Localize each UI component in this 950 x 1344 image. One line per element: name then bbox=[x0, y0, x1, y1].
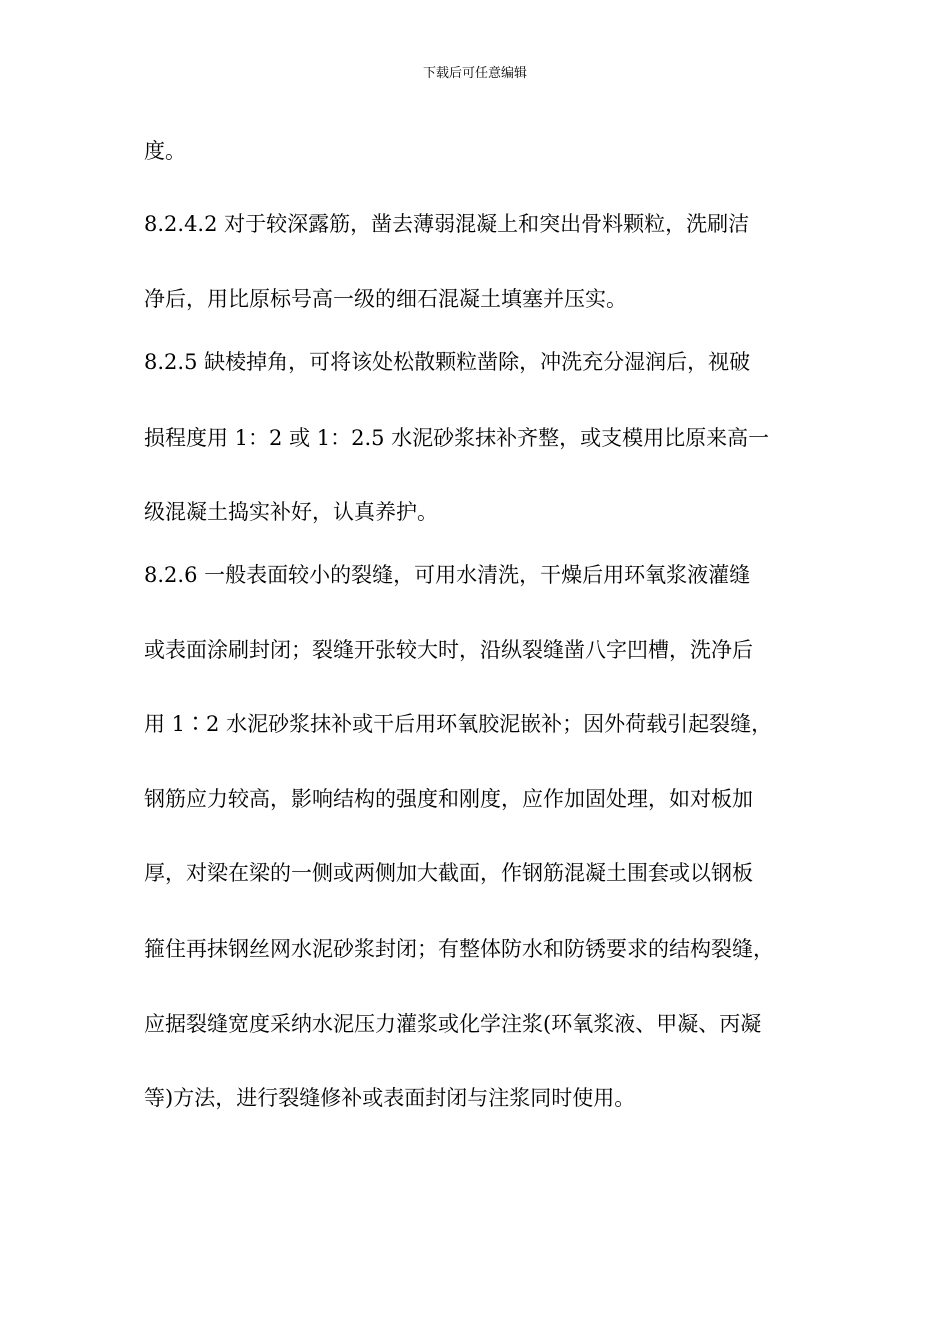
body-line-6: 级混凝土捣实补好，认真养护。 bbox=[144, 500, 438, 524]
body-line-2: 8.2.4.2 对于较深露筋，凿去薄弱混凝上和突出骨料颗粒，洗刷洁 bbox=[144, 212, 750, 236]
body-line-9: 用 1∶2 水泥砂浆抹补或干后用环氧胶泥嵌补；因外荷载引起裂缝， bbox=[144, 712, 773, 736]
body-line-1: 度。 bbox=[144, 139, 186, 163]
body-line-7: 8.2.6 一般表面较小的裂缝，可用水清洗，干燥后用环氧浆液灌缝 bbox=[144, 563, 751, 587]
body-line-12: 箍住再抹钢丝网水泥砂浆封闭；有整体防水和防锈要求的结构裂缝， bbox=[144, 937, 774, 961]
body-line-14: 等)方法，进行裂缝修补或表面封闭与注浆同时使用。 bbox=[144, 1086, 636, 1110]
page-header: 下载后可任意编辑 bbox=[422, 66, 527, 81]
body-line-3: 净后，用比原标号高一级的细石混凝土填塞并压实。 bbox=[144, 287, 627, 311]
body-line-11: 厚，对梁在梁的一侧或两侧加大截面，作钢筋混凝土围套或以钢板 bbox=[144, 861, 753, 885]
body-line-8: 或表面涂刷封闭；裂缝开张较大时，沿纵裂缝凿八字凹槽，洗净后 bbox=[144, 638, 753, 662]
body-line-5: 损程度用 1：2 或 1：2.5 水泥砂浆抹补齐整，或支模用比原来高一 bbox=[144, 426, 770, 450]
body-line-4: 8.2.5 缺棱掉角，可将该处松散颗粒凿除，冲洗充分湿润后，视破 bbox=[144, 350, 751, 374]
body-line-10: 钢筋应力较高，影响结构的强度和刚度，应作加固处理，如对板加 bbox=[144, 787, 753, 811]
body-line-13: 应据裂缝宽度采纳水泥压力灌浆或化学注浆(环氧浆液、甲凝、丙凝 bbox=[144, 1012, 762, 1036]
